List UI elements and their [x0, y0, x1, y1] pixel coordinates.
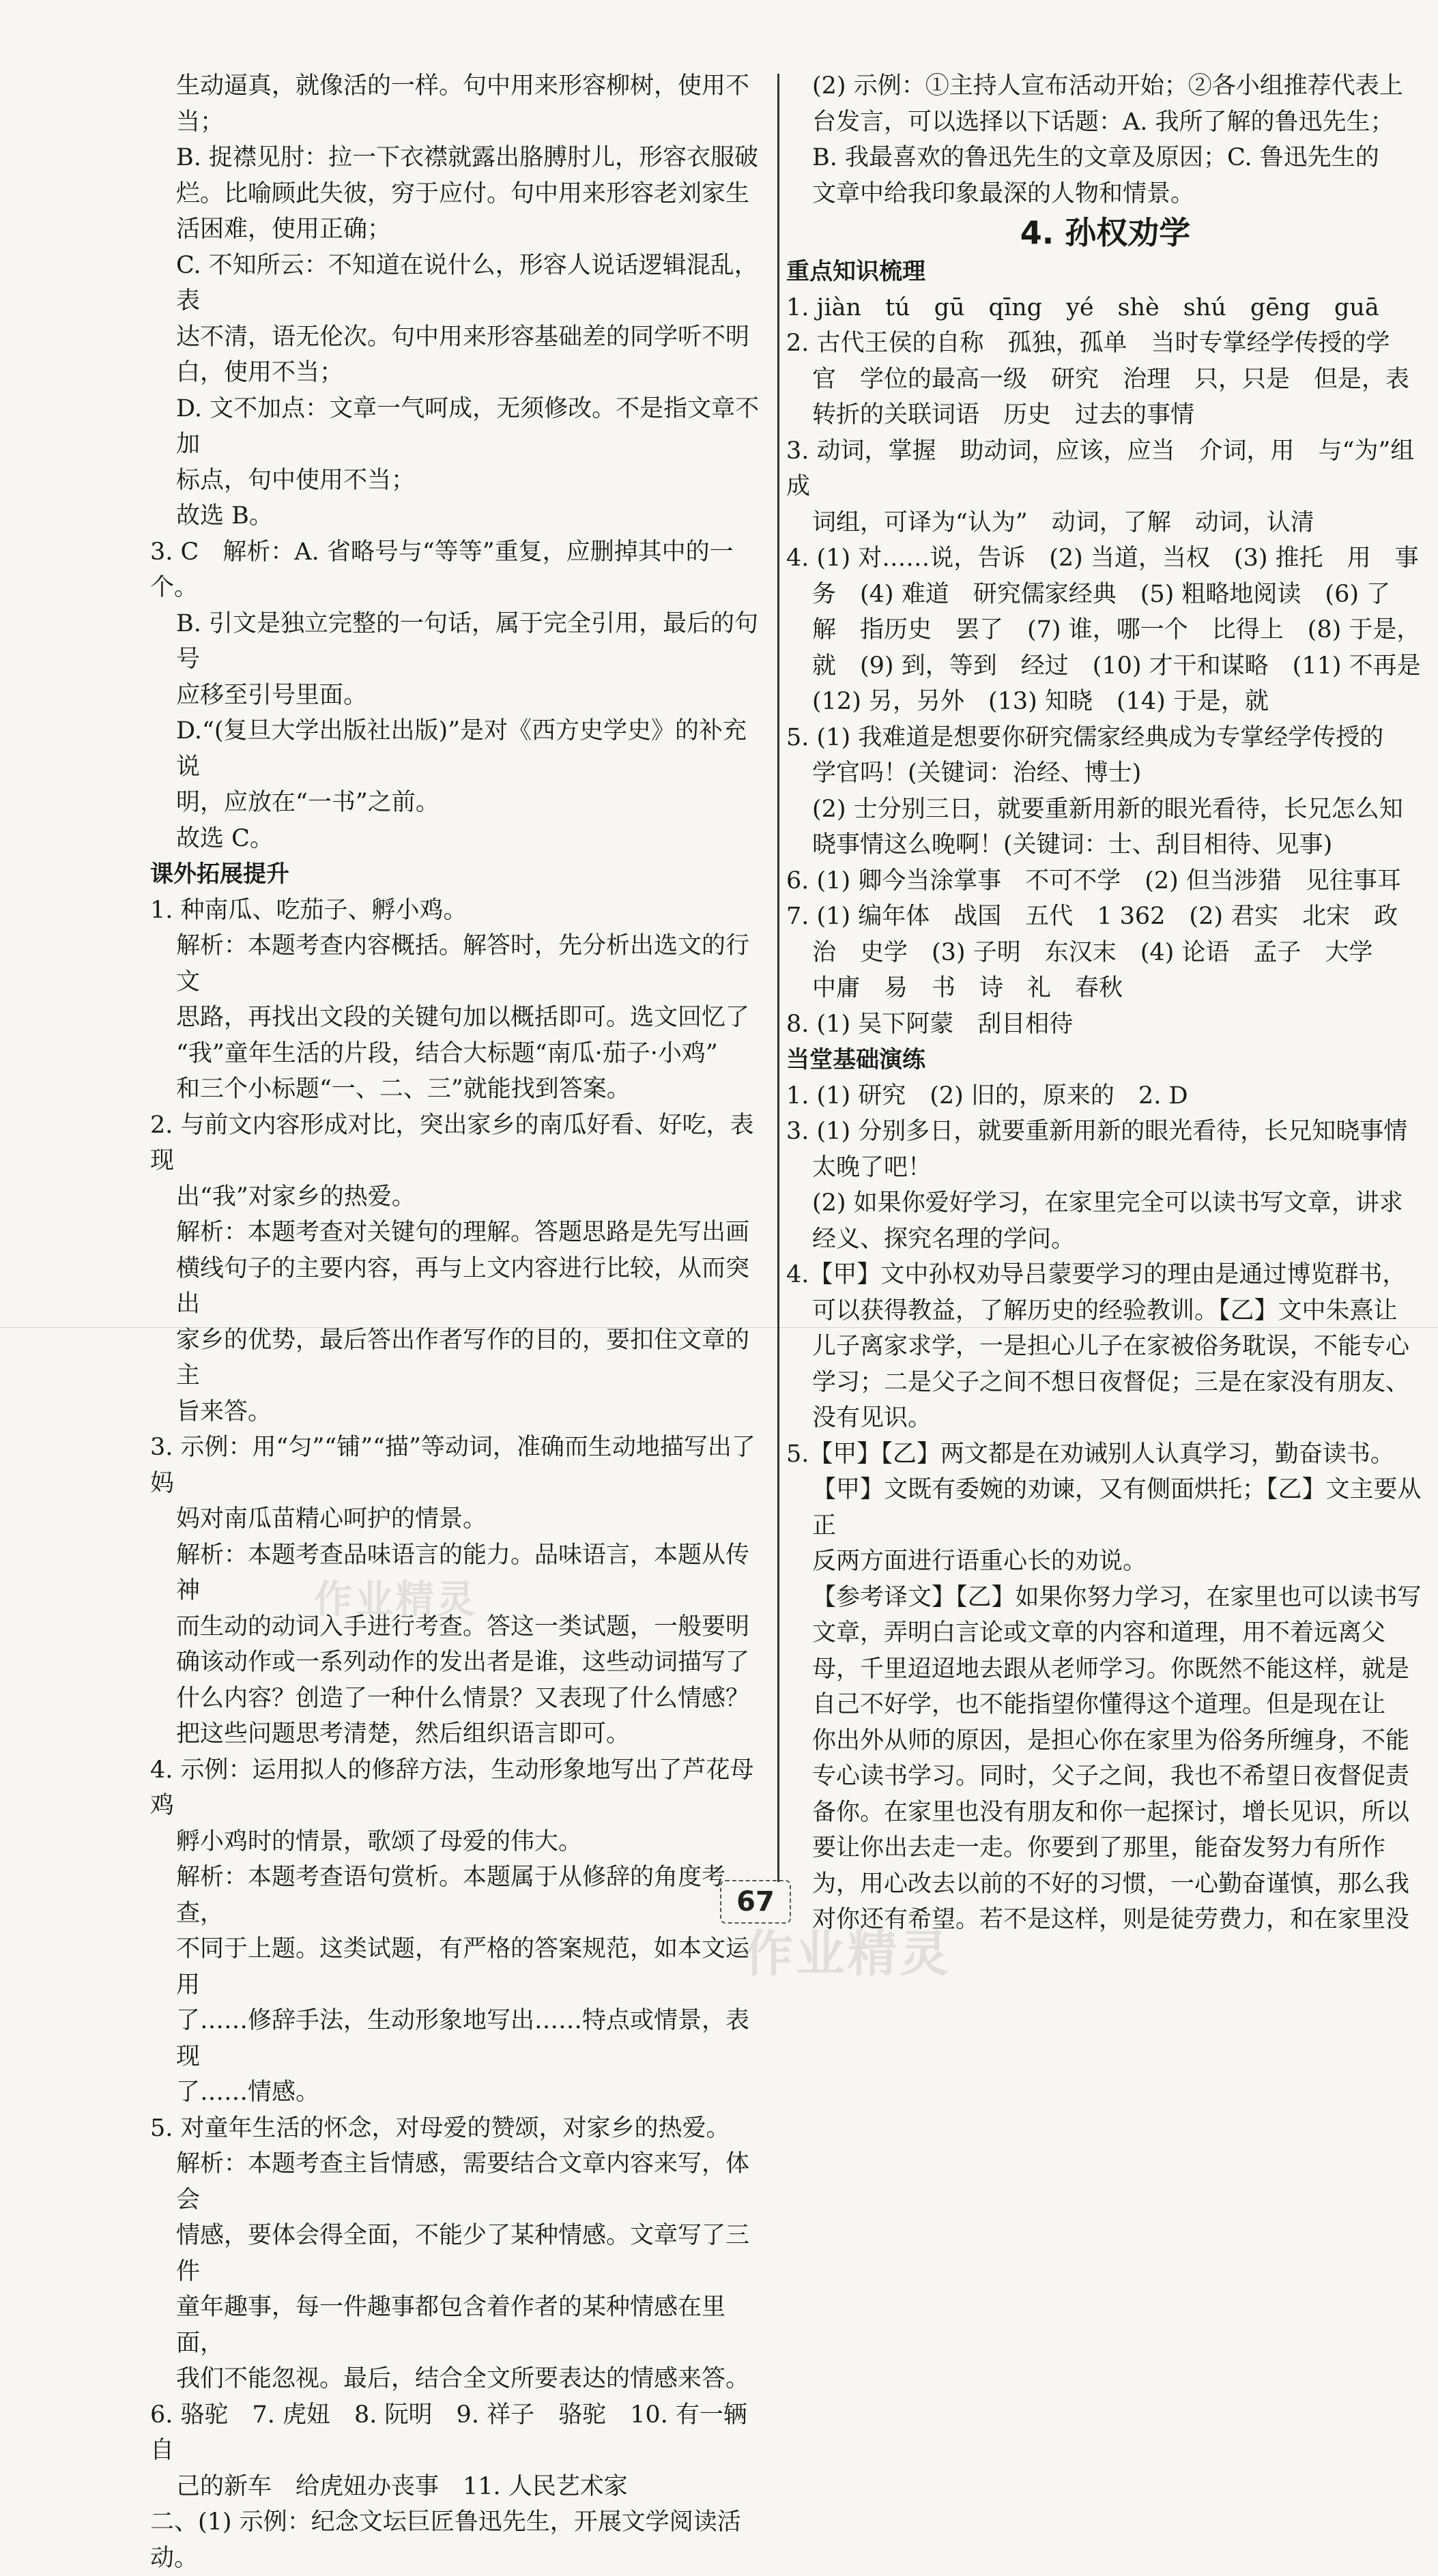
text-line: 思路，再找出文段的关键句加以概括即可。选文回忆了 — [176, 1004, 750, 1031]
left-column — [150, 68, 768, 2576]
text-line: 故选 B。 — [176, 502, 273, 530]
text-line: 旨来答。 — [176, 1398, 272, 1426]
text-line: 解析：本题考查内容概括。解答时，先分析出选文的行文 — [176, 932, 750, 996]
text-line: 转折的关联词语 历史 过去的事情 — [812, 401, 1195, 429]
text-line: 为，用心改去以前的不好的习惯，一心勤奋谨慎，那么我 — [812, 1870, 1410, 1898]
text-line: 太晚了吧！ — [812, 1153, 932, 1181]
text-line: B. 引文是独立完整的一句话，属于完全引用，最后的句号 — [176, 609, 758, 673]
text-line: 而生动的动词入手进行考查。答这一类试题，一般要明 — [176, 1612, 750, 1640]
text-line: 文章中给我印象最深的人物和情景。 — [812, 179, 1195, 207]
text-line: 横线句子的主要内容，再与上文内容进行比较，从而突出 — [176, 1254, 750, 1318]
text-line: 解析：本题考查品味语言的能力。品味语言，本题从传神 — [176, 1541, 750, 1604]
text-line: 3. (1) 分别多日，就要重新用新的眼光看待，长兄知晓事情 — [786, 1118, 1408, 1145]
right-column — [786, 68, 1424, 1938]
text-line: 解析：本题考查主旨情感，需要结合文章内容来写，体会 — [176, 2150, 750, 2214]
text-line: 学官吗！(关键词：治经、博士) — [812, 759, 1142, 787]
text-line: 【甲】文既有委婉的劝谏，又有侧面烘托；【乙】文主要从正 — [812, 1476, 1422, 1539]
text-line: 学习；二是父子之间不想日夜督促；三是在家没有朋友、 — [812, 1368, 1410, 1396]
text-line: 儿子离家求学，一是担心儿子在家被俗务耽误，不能专心 — [812, 1333, 1410, 1360]
text-line: 5. (1) 我难道是想要你研究儒家经典成为专掌经学传授的 — [786, 723, 1384, 751]
text-line: 1. (1) 研究 (2) 旧的，原来的 2. D — [786, 1082, 1188, 1110]
text-line: B. 我最喜欢的鲁迅先生的文章及原因；C. 鲁迅先生的 — [812, 144, 1379, 171]
text-line: 6. 骆驼 7. 虎妞 8. 阮明 9. 祥子 骆驼 10. 有一辆自 — [150, 2401, 747, 2464]
text-line: 什么内容？创造了一种什么情景？又表现了什么情感？ — [176, 1684, 750, 1712]
section-heading: 当堂基础演练 — [786, 1046, 925, 1073]
text-line: 晓事情这么晚啊！(关键词：士、刮目相待、见事) — [812, 831, 1333, 858]
text-line: 活困难，使用正确； — [176, 216, 392, 243]
text-line: (2) 如果你爱好学习，在家里完全可以读书写文章，讲求 — [812, 1189, 1403, 1217]
text-line: 3. 动词，掌握 助动词，应该，应当 介词，用 与“为”组成 — [786, 437, 1415, 500]
text-line: 达不清，语无伦次。句中用来形容基础差的同学听不明 — [176, 323, 750, 351]
text-line: 解析：本题考查语句赏析。本题属于从修辞的角度考查， — [176, 1864, 726, 1927]
text-line: 情感，要体会得全面，不能少了某种情感。文章写了三件 — [176, 2222, 750, 2285]
text-line: 5. 对童年生活的怀念，对母爱的赞颂，对家乡的热爱。 — [150, 2114, 730, 2142]
text-line: 童年趣事，每一件趣事都包含着作者的某种情感在里面， — [176, 2293, 726, 2357]
section-heading: 重点知识梳理 — [786, 258, 925, 285]
text-line: 你出外从师的原因，是担心你在家里为俗务所缠身，不能 — [812, 1726, 1410, 1754]
text-line: 4. (1) 对……说，告诉 (2) 当道，当权 (3) 推托 用 事 — [786, 545, 1419, 572]
page-number: 67 — [720, 1880, 791, 1924]
watermark: 作业精灵 — [314, 1578, 478, 1622]
column-divider — [777, 74, 779, 1882]
watermark: 作业精灵 — [744, 1925, 952, 1982]
text-line: 出“我”对家乡的热爱。 — [176, 1183, 416, 1211]
text-line: 3. C 解析：A. 省略号与“等等”重复，应删掉其中的一个。 — [150, 538, 734, 601]
text-line: 要让你出去走一走。你要到了那里，能奋发努力有所作 — [812, 1834, 1386, 1862]
text-line: 务 (4) 难道 研究儒家经典 (5) 粗略地阅读 (6) 了 — [812, 580, 1391, 608]
text-line: 标点，句中使用不当； — [176, 466, 416, 494]
text-line: 我们不能忽视。最后，结合全文所要表达的情感来答。 — [176, 2365, 750, 2392]
text-line: 反两方面进行语重心长的劝说。 — [812, 1548, 1147, 1575]
text-line: 经义、探究名理的学问。 — [812, 1225, 1076, 1253]
text-line: 1. jiàn tú gū qīng yé shè shú gēng guā — [786, 293, 1379, 321]
text-line: 2. 古代王侯的自称 孤独，孤单 当时专掌经学传授的学 — [786, 330, 1390, 357]
text-line: B. 捉襟见肘：拉一下衣襟就露出胳膊肘儿，形容衣服破 — [176, 144, 758, 171]
text-line: (2) 示例：①主持人宣布活动开始；②各小组推荐代表上 — [812, 72, 1403, 100]
text-line: 台发言，可以选择以下话题：A. 我所了解的鲁迅先生； — [812, 108, 1394, 136]
text-line: 解 指历史 罢了 (7) 谁，哪一个 比得上 (8) 于是， — [812, 616, 1421, 643]
text-line: 可以获得教益，了解历史的经验教训。【乙】文中朱熹让 — [812, 1297, 1398, 1325]
text-line: 妈对南瓜苗精心呵护的情景。 — [176, 1505, 487, 1533]
text-line: 对你还有希望。若不是这样，则是徒劳费力，和在家里没 — [812, 1906, 1410, 1933]
text-line: D.“(复旦大学出版社出版)”是对《西方史学史》的补充说 — [176, 717, 747, 781]
text-line: 5.【甲】【乙】两文都是在劝诫别人认真学习，勤奋读书。 — [786, 1440, 1394, 1468]
text-line: 和三个小标题“一、二、三”就能找到答案。 — [176, 1075, 631, 1103]
text-line: 故选 C。 — [176, 824, 274, 852]
text-line: 专心读书学习。同时，父子之间，我也不希望日夜督促责 — [812, 1763, 1410, 1790]
text-line: 生动逼真，就像活的一样。句中用来形容柳树，使用不 — [176, 72, 750, 100]
text-line: 二、(1) 示例：纪念文坛巨匠鲁迅先生，开展文学阅读活动。 — [150, 2508, 741, 2572]
text-line: 应移至引号里面。 — [176, 681, 368, 709]
text-line: 没有见识。 — [812, 1404, 932, 1432]
text-line: 确该动作或一系列动作的发出者是谁，这些动词描写了 — [176, 1649, 750, 1676]
text-line: C. 不知所云：不知道在说什么，形容人说话逻辑混乱，表 — [176, 251, 758, 315]
text-line: 白，使用不当； — [176, 359, 344, 386]
text-line: 了……情感。 — [176, 2079, 320, 2106]
text-line: 把这些问题思考清楚，然后组织语言即可。 — [176, 1720, 631, 1748]
text-line: 文章，弄明白言论或文章的内容和道理，用不着远离父 — [812, 1619, 1386, 1647]
text-line: 家乡的优势，最后答出作者写作的目的，要扣住文章的主 — [176, 1326, 750, 1389]
text-line: 6. (1) 卿今当涂掌事 不可不学 (2) 但当涉猎 见往事耳 — [786, 867, 1401, 895]
text-line: 2. 与前文内容形成对比，突出家乡的南瓜好看、好吃，表现 — [150, 1111, 754, 1174]
section-heading: 课外拓展提升 — [150, 860, 289, 888]
text-line: 己的新车 给虎妞办丧事 11. 人民艺术家 — [176, 2472, 628, 2500]
text-line: 当； — [176, 108, 225, 136]
text-line: D. 文不加点：文章一气呵成，无须修改。不是指文章不加 — [176, 394, 760, 458]
text-line: 4.【甲】文中孙权劝导吕蒙要学习的理由是通过博览群书， — [786, 1261, 1407, 1288]
text-line: 了……修辞手法，生动形象地写出……特点或情景，表现 — [176, 2007, 750, 2070]
lesson-title: 4. 孙权劝学 — [1020, 214, 1191, 251]
text-line: 官 学位的最高一级 研究 治理 只，只是 但是，表 — [812, 365, 1410, 393]
text-line: 7. (1) 编年体 战国 五代 1 362 (2) 君实 北宋 政 — [786, 903, 1398, 930]
text-line: (12) 另，另外 (13) 知晓 (14) 于是，就 — [812, 688, 1269, 715]
text-line: 治 史学 (3) 子明 东汉末 (4) 论语 孟子 大学 — [812, 938, 1373, 966]
text-line: 1. 种南瓜、吃茄子、孵小鸡。 — [150, 896, 468, 924]
text-line: 词组，可译为“认为” 动词，了解 动词，认清 — [812, 508, 1314, 536]
text-line: 就 (9) 到，等到 经过 (10) 才干和谋略 (11) 不再是 — [812, 652, 1421, 680]
text-line: 8. (1) 吴下阿蒙 刮目相待 — [786, 1010, 1074, 1038]
text-line: 备你。在家里也没有朋友和你一起探讨，增长见识，所以 — [812, 1798, 1410, 1826]
text-line: 不同于上题。这类试题，有严格的答案规范，如本文运用 — [176, 1935, 750, 1999]
text-line: 明，应放在“一书”之前。 — [176, 789, 440, 816]
text-line: 烂。比喻顾此失彼，穷于应付。句中用来形容老刘家生 — [176, 179, 750, 207]
text-line: (2) 士分别三日，就要重新用新的眼光看待，长兄怎么知 — [812, 795, 1403, 823]
text-line: 母，千里迢迢地去跟从老师学习。你既然不能这样，就是 — [812, 1655, 1410, 1683]
text-line: 【参考译文】【乙】如果你努力学习，在家里也可以读书写 — [812, 1583, 1422, 1611]
text-line: 孵小鸡时的情景，歌颂了母爱的伟大。 — [176, 1827, 583, 1855]
text-line: 中庸 易 书 诗 礼 春秋 — [812, 974, 1123, 1002]
text-line: 3. 示例：用“匀”“铺”“描”等动词，准确而生动地描写出了妈 — [150, 1434, 756, 1497]
text-line: 4. 示例：运用拟人的修辞方法，生动形象地写出了芦花母鸡 — [150, 1756, 754, 1819]
text-line: 解析：本题考查对关键句的理解。答题思路是先写出画 — [176, 1219, 750, 1246]
text-line: “我”童年生活的片段，结合大标题“南瓜·茄子·小鸡” — [176, 1039, 718, 1067]
text-line: 自己不好学，也不能指望你懂得这个道理。但是现在让 — [812, 1691, 1386, 1718]
